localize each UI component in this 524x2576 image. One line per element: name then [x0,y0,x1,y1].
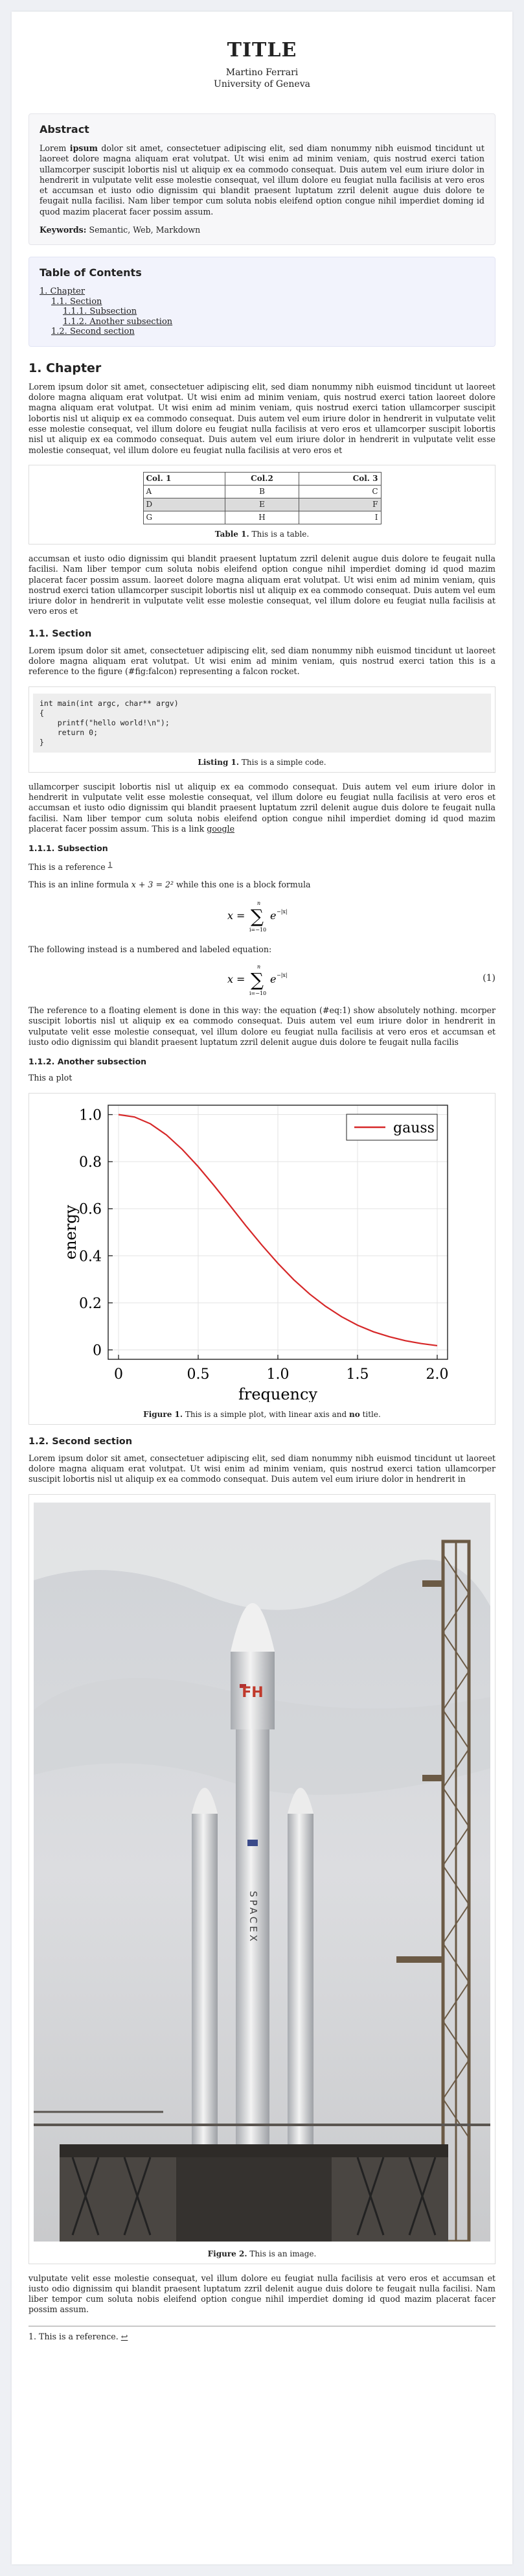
svg-text:∑: ∑ [250,969,264,991]
x-axis-label: frequency [238,1385,317,1402]
table-figure [28,465,496,544]
y-tick-label: 1.0 [78,1107,102,1124]
footnote-ref-link[interactable]: 1 [108,861,113,869]
paragraph: Lorem ipsum dolor sit amet, consectetuer adipiscing elit, sed diam nonummy nibh euismod tincidunt ut laoreet dolore magna aliquam erat volutpat. Ut wisi enim ad minim veniam, quis nostrud exerci tation this is a reference to the figure (#fig:falcon) representing a falcon rocket. [28,645,496,677]
table-cell: C [299,485,381,498]
paragraph: ullamcorper suscipit lobortis nisl ut aliquip ex ea commodo consequat. Duis autem vel eum iriure dolor in hendrerit in vulputate velit esse molestie consequat, vel illum dolore eu feugiat nulla facilisis at vero eros et accumsan et iusto odio dignissim qui blandit praesent luptatum zzril delenit augue duis dolore te feugait nulla facilisi. Nam liber tempor cum soluta nobis eleifend option congue nihil imperdiet doming id quod mazim placerat facer possim assum. This is a link google [28,781,496,834]
paragraph: The reference to a floating element is done in this way: the equation (#eq:1) show absolutely nothing. mcorper suscipit lobortis nisl ut aliquip ex ea commodo consequat. Duis autem vel eum iriure dolor in hendrerit in vulputate velit esse molestie consequat, vel illum dolore eu feugiat nulla facilisis at vero eros et accumsan et iusto odio dignissim qui blandit praesent luptatum zzril delenit augue duis dolore te feugait nulla facilis [28,1005,496,1048]
x-tick-label: 2.0 [426,1366,448,1383]
core-stage [231,1603,275,2151]
svg-text:x: x [227,909,233,922]
paragraph: vulputate velit esse molestie consequat, vel illum dolore eu feugiat nulla facilisis at vero eros et accumsan et iusto odio dignissim qui blandit praesent luptatum zzril delenit augue duis dolore te feugait nulla facilisi. Nam liber tempor cum soluta nobis eleifend option congue nihil imperdiet doming id quod mazim placerat facer possim assum. [28,2273,496,2315]
toc-item [40,327,484,337]
figure-caption: Figure 2. This is an image. [207,2249,317,2258]
table-caption: Table 1. This is a table. [214,529,310,539]
table-cell: H [225,511,299,524]
equation-svg [223,961,301,998]
toc-heading: Table of Contents [40,266,142,279]
toc-link-subsection[interactable]: 1.1.1. Subsection [63,307,137,317]
figure-caption: Figure 1. This is a simple plot, with linear axis and no title. [143,1409,381,1419]
paragraph: This is a reference $^1$ [28,861,113,872]
table-row [143,511,381,524]
keywords: Keywords: Semantic, Web, Markdown [40,225,201,235]
abstract-text: Lorem ipsum dolor sit amet, consectetuer adipiscing elit, sed diam nonummy nibh euismod tincidunt ut laoreet dolore magna aliquam erat volutpat. Ut wisi enim ad minim veniam, quis nostrud exerci tation ullamcorper suscipit lobortis nisl ut aliquip ex ea commodo consequat. Duis autem vel eum iriure dolor in hendrerit in vulputate velit esse molestie consequat, vel illum dolore eu feugiat nulla facilisis at vero eros et accumsan et iusto odio dignissim qui blandit praesent luptatum zzril delenit augue duis dolore te feugait nulla facilisi. Nam liber tempor cum soluta nobis eleifend option congue nihil imperdiet doming id quod mazim placerat facer possim assum. [40,143,484,217]
line-chart [62,1097,463,1402]
table-cell: G [143,511,225,524]
svg-text:=: = [236,973,245,986]
document-title: TITLE [227,39,297,62]
x-tick-label: 0.5 [187,1366,209,1383]
table-cell: I [299,511,381,524]
code-listing [28,686,496,773]
table-header: Col. 3 [299,472,381,485]
toc-link-chapter[interactable]: 1. Chapter [40,287,85,297]
toc-item [40,307,484,317]
table-cell: A [143,485,225,498]
side-booster-left [192,1788,218,2151]
svg-text:x: x [227,973,233,986]
x-tick-label: 1.5 [346,1366,369,1383]
footnote-text: This is a reference. [39,2331,119,2341]
falcon-heavy-image [34,1503,490,2242]
affiliation: University of Geneva [214,79,310,89]
abstract-heading: Abstract [40,123,89,135]
footnote-number: 1. [28,2331,37,2341]
chapter-heading: 1. Chapter [28,360,102,375]
formula-svg [223,898,301,934]
footnotes [28,2326,496,2341]
y-axis-label: energy [61,1204,80,1259]
y-tick-label: 0.8 [78,1154,102,1171]
svg-text:∑: ∑ [250,905,264,927]
data-table [143,472,382,524]
listing-caption: Listing 1. This is a simple code. [198,757,326,767]
svg-text:n: n [256,964,260,970]
google-link[interactable]: google [207,823,235,834]
svg-text:=: = [236,909,245,922]
section-heading: 1.1. Section [28,628,92,639]
toc-item [40,297,484,307]
x-tick-label: 1.0 [266,1366,289,1383]
y-tick-label: 0.2 [78,1295,102,1312]
abstract-box [28,113,496,245]
paragraph: This is an inline formula x + 3 = 2² while this one is a block formula [28,879,311,889]
paragraph: The following instead is a numbered and labeled equation: [28,944,272,954]
table-cell: E [225,498,299,511]
svg-text:i=−10: i=−10 [249,926,266,933]
svg-text:n: n [256,900,260,906]
svg-text:e: e [269,909,276,922]
table-cell: D [143,498,225,511]
toc-item [40,317,484,327]
table-cell: B [225,485,299,498]
numbered-equation [28,961,496,999]
table-row [143,485,381,498]
toc-link-section[interactable]: 1.1. Section [51,296,102,307]
table-header: Col.2 [225,472,299,485]
svg-text:i=−10: i=−10 [249,990,266,997]
table-header: Col. 1 [143,472,225,485]
rocket-text: SPACEX [247,1890,259,1944]
paragraph: Lorem ipsum dolor sit amet, consectetuer adipiscing elit, sed diam nonummy nibh euismod tincidunt ut laoreet dolore magna aliquam erat volutpat. Ut wisi enim ad minim veniam, quis nostrud exerci tation ullamcorper suscipit lobortis nisl ut aliquip ex ea commodo consequat. Duis autem vel eum iriure dolor in hendrerit in [28,1453,496,1484]
svg-text:−|x|: −|x| [276,908,288,915]
equation-number: (1) [483,973,496,984]
section-heading: 1.2. Second section [28,1436,133,1447]
plot-figure [28,1093,496,1425]
page [12,12,512,2564]
rocket-mark: FH [242,1684,264,1701]
inline-formula: x + 3 = 2² [131,879,174,889]
svg-text:e: e [269,973,276,986]
paragraph: accumsan et iusto odio dignissim qui blandit praesent luptatum zzril delenit augue duis dolore te feugait nulla facilisi. Nam liber tempor cum soluta nobis eleifend option congue nihil imperdiet doming id quod mazim placerat facer possim assum. laoreet dolore magna aliquam erat volutpat. Ut wisi enim ad minim veniam, quis nostrud exerci tation ullamcorper suscipit lobortis nisl ut aliquip ex ea commodo consequat. Duis autem vel eum iriure dolor in hendrerit in vulputate velit esse molestie consequat, vel illum dolore eu feugiat nulla facilisis at vero eros et [28,553,496,616]
code-block: int main(int argc, char** argv) { printf("hello world!\n"); return 0; } [33,694,491,753]
toc-link-second-section[interactable]: 1.2. Second section [51,327,135,337]
block-formula [28,898,496,937]
table-cell: F [299,498,381,511]
svg-text:−|x|: −|x| [276,972,288,979]
footnote-back-link[interactable]: ↩ [120,2331,128,2341]
subsection-heading: 1.1.2. Another subsection [28,1057,147,1067]
y-tick-label: 0.4 [78,1248,102,1265]
author: Martino Ferrari [225,67,299,78]
y-tick-label: 0.6 [78,1201,102,1218]
x-tick-label: 0 [113,1366,123,1383]
legend-label: gauss [393,1119,435,1136]
subsection-heading: 1.1.1. Subsection [28,843,108,854]
side-booster-right [288,1788,313,2151]
image-figure [28,1494,496,2264]
paragraph: Lorem ipsum dolor sit amet, consectetuer adipiscing elit, sed diam nonummy nibh euismod tincidunt ut laoreet dolore magna aliquam erat volutpat. Ut wisi enim ad minim veniam, quis nostrud exerci tation laoreet dolore magna aliquam erat volutpat. Ut wisi enim ad minim veniam, quis nostrud exerci tation ullamcorper suscipit lobortis nisl ut aliquip ex ea commodo consequat. Duis autem vel eum iriure dolor in hendrerit in vulputate velit esse molestie consequat, vel illum dolore eu feugiat nulla facilisis at vero eros et ullamcorper suscipit lobortis nisl ut aliquip ex ea commodo consequat. Duis autem vel eum iriure dolor in hendrerit in vulputate velit esse molestie consequat, vel illum dolore eu feugiat nulla facilisis at vero eros et [28,381,496,455]
toc-item [40,287,484,297]
toc-link-another-subsection[interactable]: 1.1.2. Another subsection [63,316,173,327]
table-row [143,498,381,511]
table-header-row [143,472,381,485]
table-of-contents [28,257,496,347]
paragraph: This a plot [28,1073,73,1083]
y-tick-label: 0 [92,1342,102,1359]
